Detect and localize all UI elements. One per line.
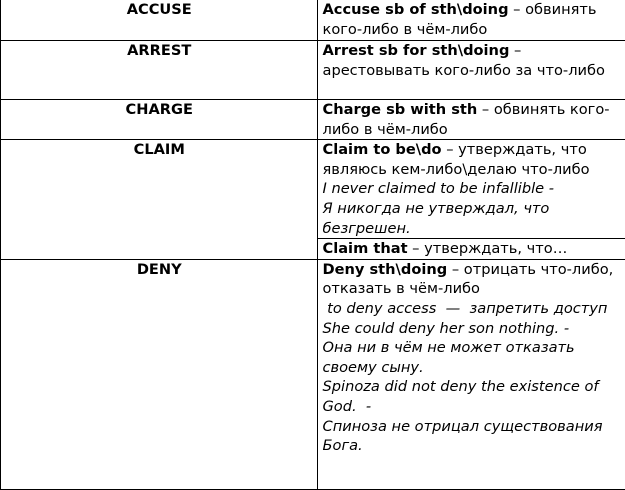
table-row (1, 100, 625, 140)
example: Spinoza did not deny the existence of God. - (323, 377, 622, 416)
example-translation: Она ни в чём не может отказать своему сыну. (323, 338, 622, 377)
phrase: Claim to be\do (323, 141, 442, 158)
example-translation: Я никогда не утверждал, что безгрешен. (323, 199, 622, 238)
definition-cell (317, 259, 625, 489)
translation: – обвинять кого-либо в чём-либо (323, 1, 597, 38)
table-row (1, 0, 625, 41)
word-cell: CHARGE (1, 100, 318, 140)
example: I never claimed to be infallible - (323, 179, 622, 199)
phrase: Arrest sb for sth\doing (323, 42, 510, 59)
word-cell: DENY (1, 259, 318, 489)
word-cell: ARREST (1, 41, 318, 100)
example: She could deny her son nothing. - (323, 319, 622, 339)
translation: – арестовывать кого-либо за что-либо (323, 42, 605, 79)
word-cell: CLAIM (1, 140, 318, 260)
phrase: Deny sth\doing (323, 261, 448, 278)
example-translation: Спиноза не отрицал существования Бога. (323, 417, 622, 456)
example: to deny access — запретить доступ (323, 299, 622, 319)
table-row (1, 259, 625, 489)
phrase: Claim that (323, 240, 408, 257)
definition-cell (317, 41, 625, 100)
definition-cell (317, 239, 625, 260)
table-row (1, 41, 625, 100)
table-row (1, 140, 625, 239)
definition-cell (317, 140, 625, 239)
translation: – утверждать, что… (408, 240, 568, 257)
translation: – обвинять кого-либо в чём-либо (323, 101, 610, 138)
translation: – отрицать что-либо, отказать в чём-либо (323, 261, 614, 298)
definition-cell (317, 100, 625, 140)
phrase: Charge sb with sth (323, 101, 478, 118)
word-cell: ACCUSE (1, 0, 318, 41)
translation: – утверждать, что являюсь кем-либо\делаю что-либо (323, 141, 590, 178)
phrase: Accuse sb of sth\doing (323, 1, 509, 18)
definition-cell (317, 0, 625, 41)
